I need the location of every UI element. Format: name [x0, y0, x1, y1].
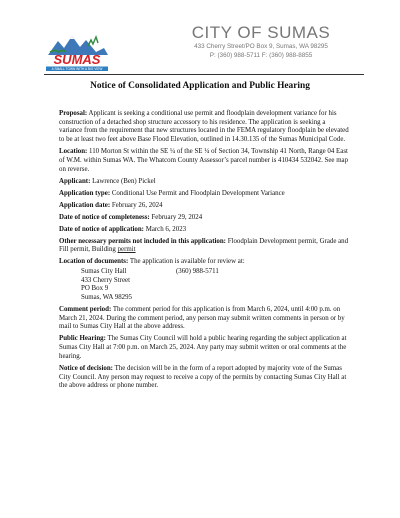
contact-name: Sumas City Hall — [81, 267, 127, 275]
public-hearing-label: Public Hearing: — [59, 335, 106, 343]
notice-body — [59, 110, 349, 394]
comment-period-section — [59, 306, 349, 332]
contact-citystate: Sumas, WA 98295 — [81, 294, 132, 302]
header-divider — [44, 74, 364, 75]
decision-label: Notice of decision: — [59, 364, 113, 372]
application-date-label: Application date: — [59, 201, 111, 209]
notice-date-label: Date of notice of application: — [59, 225, 144, 233]
decision-section — [59, 365, 349, 391]
application-type-section — [59, 190, 349, 199]
applicant-label: Applicant: — [59, 177, 91, 185]
logo-tagline: A SMALL TOWN WITH A BIG VIEW — [51, 67, 103, 72]
comment-period-label: Comment period: — [59, 306, 112, 314]
contact-row — [81, 268, 349, 277]
contact-address — [81, 268, 349, 303]
completeness-text: February 29, 2024 — [149, 213, 203, 221]
documents-label: Location of documents: — [59, 258, 129, 266]
other-permits-section — [59, 238, 349, 255]
documents-text: The application is available for review at: — [128, 258, 245, 266]
contact-pobox: PO Box 9 — [81, 285, 109, 293]
city-name: CITY OF SUMAS — [191, 23, 331, 42]
location-label: Location: — [59, 148, 88, 156]
notice-date-section — [59, 226, 349, 235]
notice-date-text: March 6, 2023 — [143, 225, 187, 233]
city-logo — [44, 28, 110, 72]
applicant-text: Lawrence (Ben) Pickel — [90, 177, 156, 185]
page-title: Notice of Consolidated Application and Public Hearing — [90, 81, 310, 91]
applicant-section — [59, 178, 349, 187]
completeness-section — [59, 214, 349, 223]
documents-section — [59, 258, 349, 267]
location-text: 110 Morton St within the SE ¼ of the SE ¼ of Section 34, Township 41 North, Range 04 East of W.M. within Sumas WA. The Whatcom County Assessor’s parcel number is 410434 532042. See map on reverse. — [59, 148, 349, 173]
application-date-text: February 26, 2024 — [110, 201, 163, 209]
city-phones: P: (360) 988-5711 F: (360) 988-8855 — [209, 52, 313, 59]
application-type-label: Application type: — [59, 189, 111, 197]
comment-period-text: The comment period for this application is from March 6, 2024, until 4:00 p.m. on March 21, 2024. During the comment period, any person may submit written comments in person or by mail to Sumas City Hall at the above address. — [59, 306, 345, 331]
permit-link[interactable]: permit — [117, 246, 136, 254]
other-permits-text: Floodplain Development permit, Grade and Fill permit, Building — [59, 237, 349, 254]
contact-street: 433 Cherry Street — [81, 276, 130, 284]
completeness-label: Date of notice of completeness: — [59, 213, 150, 221]
proposal-section — [59, 110, 349, 145]
public-hearing-text: The Sumas City Council will hold a public hearing regarding the subject application at Sumas City Hall at 7:00 p.m. on March 25, 2024. Any party may submit written or oral comments at the hearing. — [59, 335, 347, 360]
location-section — [59, 148, 349, 174]
application-date-section — [59, 202, 349, 211]
proposal-text: Applicant is seeking a conditional use permit and floodplain development variance for his construction of a detached shop structure accessory to his residence. The application is seeking a variance from the requirement that new structures located in the FEMA regulatory floodplain be elevated to be at least two feet above Base Flood Elevation, outlined in 14.30.135 of the Sumas Municipal Code. — [59, 110, 349, 144]
city-address: 433 Cherry Street/PO Box 9, Sumas, WA 98295 — [194, 43, 328, 50]
other-permits-label: Other necessary permits not included in this application: — [59, 237, 226, 245]
public-hearing-section — [59, 335, 349, 361]
decision-text: The decision will be in the form of a report adopted by majority vote of the Sumas City Council. Any person may request to receive a copy of the permits by contacting Sumas City Hall at the above address or phone number. — [59, 364, 347, 390]
logo-wordmark: SUMAS — [53, 52, 101, 67]
application-type-text: Conditional Use Permit and Floodplain Development Variance — [110, 189, 285, 197]
letterhead — [158, 24, 364, 60]
proposal-label: Proposal: — [59, 110, 88, 117]
contact-phone: (360) 988-5711 — [176, 267, 219, 275]
